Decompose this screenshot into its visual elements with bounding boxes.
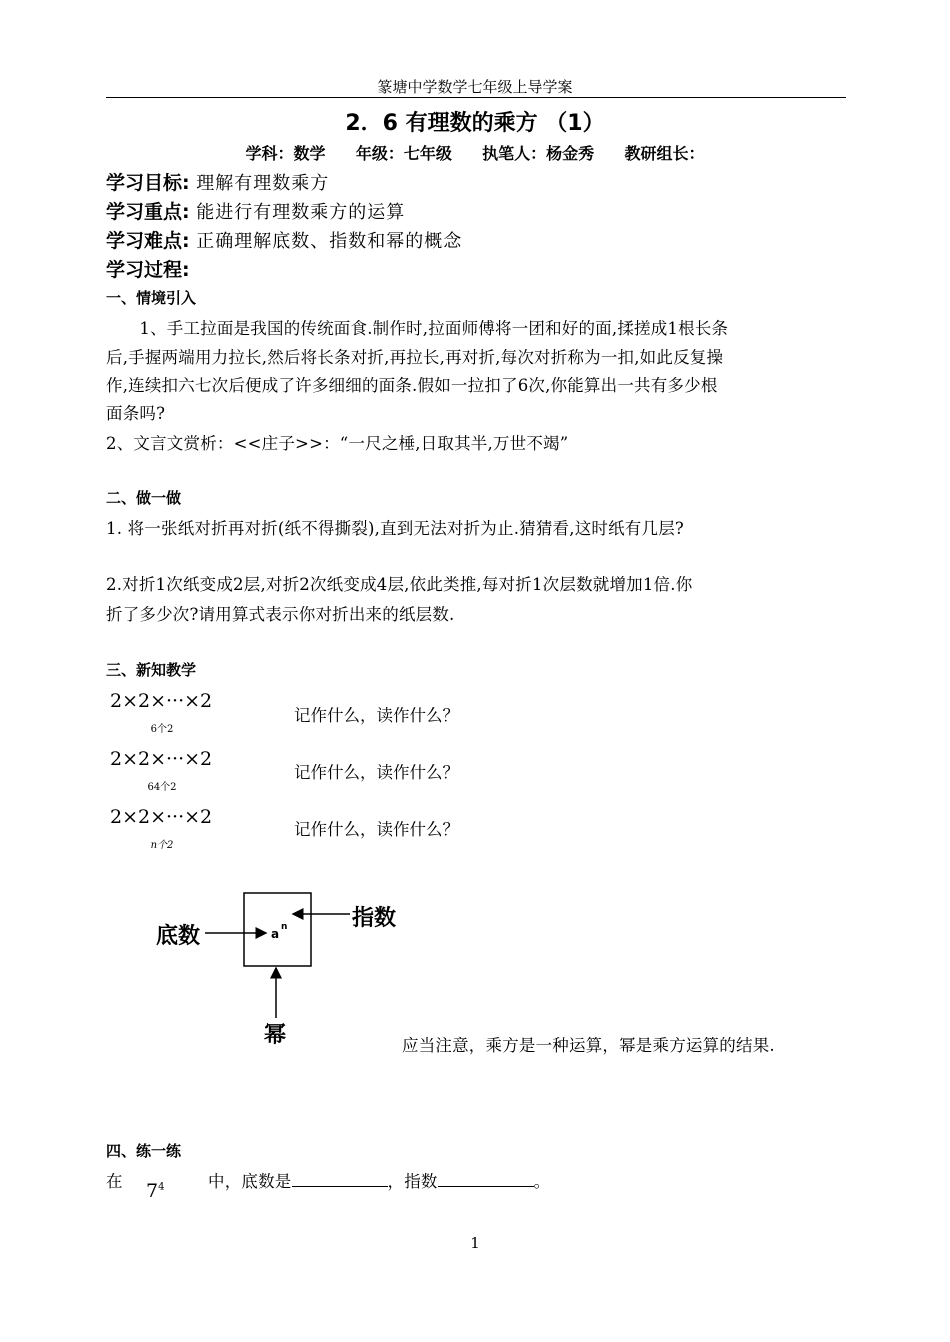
section1-line4: 面条吗? [106, 404, 166, 423]
practice-question [208, 1168, 550, 1192]
meta-subject: 学科：数学 [245, 144, 326, 163]
section2-line2: 折了多少次?请用算式表示你对折出来的纸层数. [106, 605, 455, 624]
practice-prefix: 在 [106, 1172, 123, 1191]
label-difficulty-key: 学习难点: [106, 230, 190, 252]
exponent-answer-blank[interactable] [438, 1172, 534, 1187]
product-count-3: n个2 [150, 840, 174, 851]
product-expression-3: 2×2×···×2 [110, 806, 213, 828]
section1-line1: 1、手工拉面是我国的传统面食.制作时,拉面师傅将一团和好的面,揉搓成1根长条 [106, 319, 729, 338]
practice-end: 。 [533, 1172, 551, 1191]
label-focus-key: 学习重点: [106, 201, 190, 223]
practice-comma: ，指数 [387, 1172, 438, 1191]
base-label: 底数 [156, 924, 201, 949]
practice-expression [146, 1180, 164, 1202]
section2-p1: 1. 将一张纸对折再对折(纸不得撕裂),直到无法对折为止.猜猜看,这时纸有几层? [106, 519, 684, 538]
base-answer-blank[interactable] [292, 1172, 388, 1187]
exponent-label: 指数 [352, 906, 397, 931]
product-count-2: 64个2 [147, 782, 177, 793]
meta-author: 执笔人：杨金秀 [482, 144, 595, 163]
product-expression-1: 2×2×···×2 [110, 690, 213, 712]
product-count-1: 6个2 [150, 724, 174, 735]
product-expression-2: 2×2×···×2 [110, 748, 213, 770]
meta-grade: 年级：七年级 [355, 144, 452, 163]
exponent-symbol: n [281, 922, 288, 932]
section3-note: 应当注意，乘方是一种运算，幂是乘方运算的结果. [402, 1036, 775, 1055]
power-label: 幂 [264, 1023, 287, 1048]
label-objective-value: 理解有理数乘方 [196, 173, 330, 194]
question-1: 记作什么，读作什么？ [294, 706, 459, 725]
section1-line3: 作,连续扣六七次后便成了许多细细的面条.假如一拉扣了6次,你能算出一共有多少根 [106, 376, 718, 395]
section4-heading: 四、练一练 [106, 1142, 182, 1160]
section1-p2: 2、文言文赏析：<<庄子>>：“一尺之棰,日取其半,万世不竭” [106, 434, 569, 453]
page-title: 2．6 有理数的乘方 （1） [345, 111, 605, 136]
practice-exponent: 4 [158, 1181, 165, 1193]
section1-line2: 后,手握两端用力拉长,然后将长条对折,再拉长,再对折,每次对折称为一扣,如此反复操 [106, 348, 724, 367]
section3-heading: 三、新知教学 [106, 661, 197, 679]
label-objective-key: 学习目标: [106, 172, 190, 194]
question-2: 记作什么，读作什么？ [294, 763, 459, 782]
label-difficulty-value: 正确理解底数、指数和幂的概念 [196, 231, 463, 252]
practice-base-text: 中，底数是 [208, 1172, 292, 1191]
label-focus-value: 能进行有理数乘方的运算 [196, 202, 406, 223]
practice-base: 7 [146, 1180, 159, 1202]
base-symbol: a [271, 927, 280, 941]
question-3: 记作什么，读作什么？ [294, 820, 459, 839]
section1-heading: 一、情境引入 [106, 289, 197, 307]
section2-heading: 二、做一做 [106, 489, 182, 507]
meta-leader: 教研组长： [624, 144, 705, 163]
section2-line1: 2.对折1次纸变成2层,对折2次纸变成4层,依此类推,每对折1次层数就增加1倍.你 [106, 575, 693, 594]
page-header: 篆塘中学数学七年级上导学案 [377, 78, 573, 96]
page-number: 1 [470, 1234, 480, 1252]
label-process-key: 学习过程: [106, 259, 190, 281]
